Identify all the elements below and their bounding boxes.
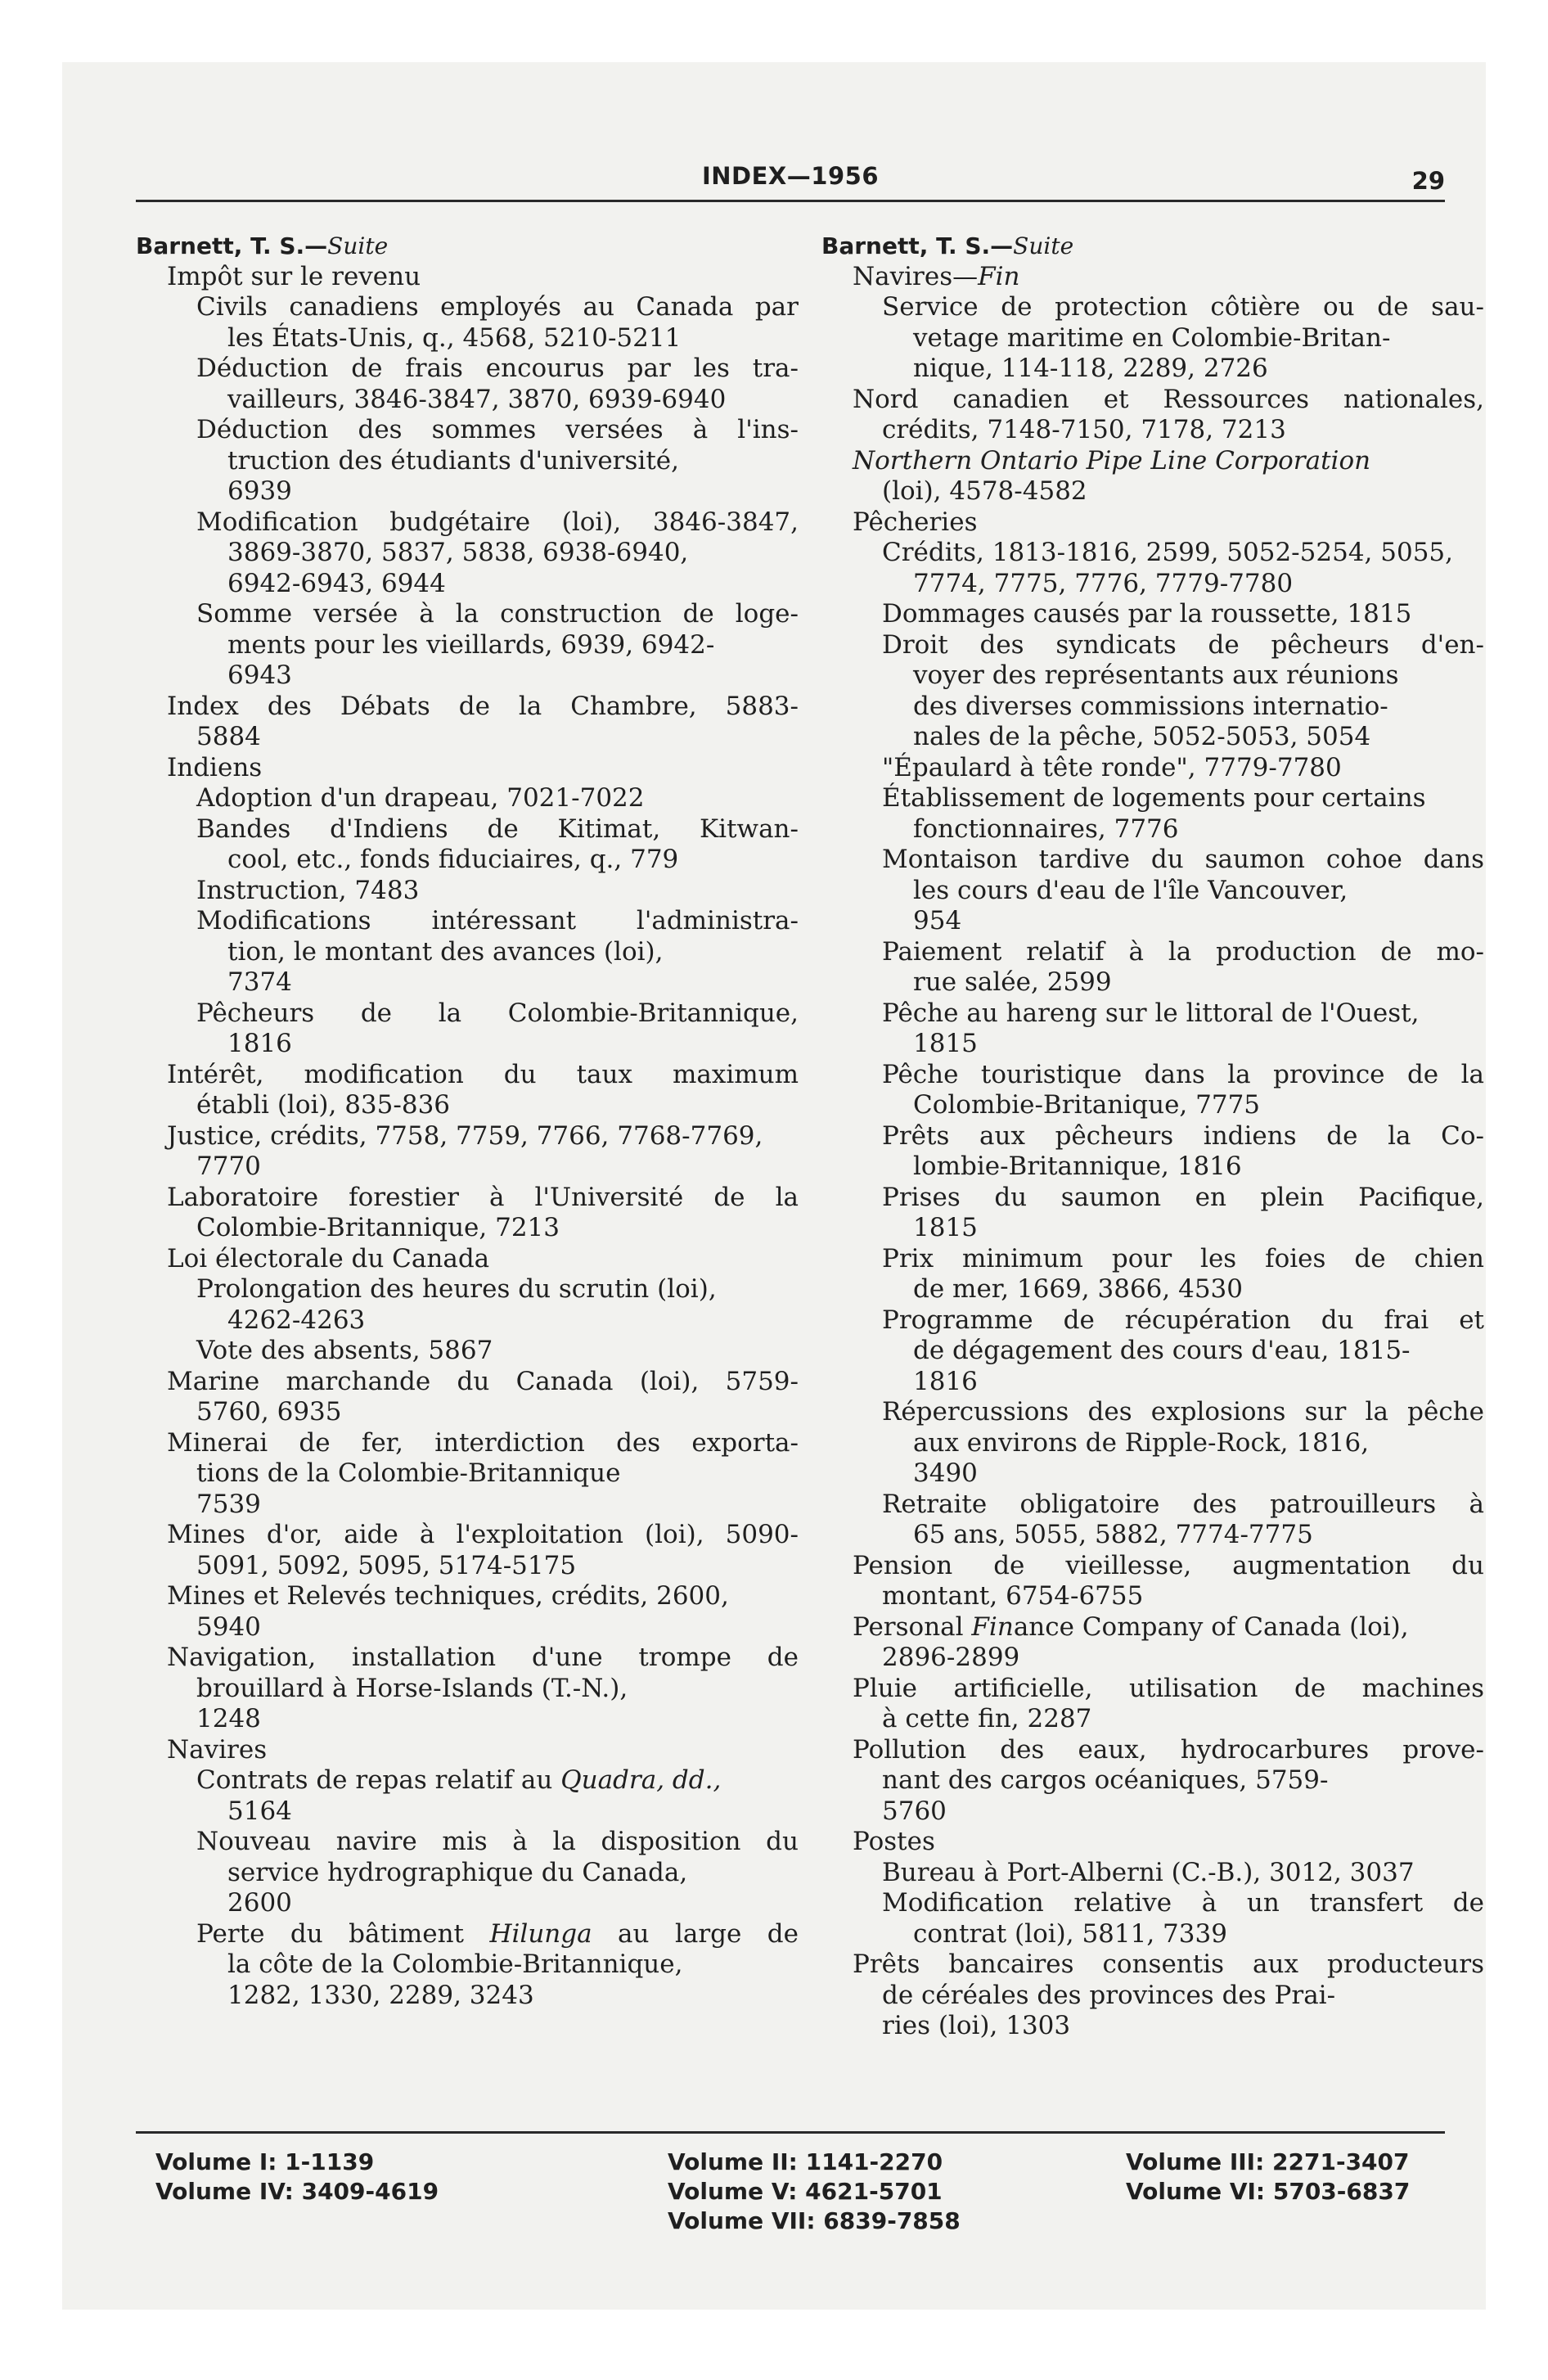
column-heading: Barnett, T. S.—Suite: [136, 232, 389, 259]
index-entry-line: Colombie-Britannique, 7213: [196, 1213, 560, 1242]
running-title: INDEX—1956: [701, 162, 879, 190]
index-entry-line: nique, 114-118, 2289, 2726: [913, 354, 1268, 383]
index-entry-line: 1816: [913, 1366, 978, 1396]
index-entry-line: 5760, 6935: [196, 1397, 342, 1427]
index-entry-line: Nord canadien et Ressources nationales,: [853, 384, 1484, 414]
index-entry-line: Droit des syndicats de pêcheurs d'en-: [882, 629, 1484, 660]
index-entry-line: Loi électorale du Canada: [167, 1243, 490, 1273]
index-page: [62, 62, 1486, 2310]
index-entry-line: 3490: [913, 1458, 978, 1488]
index-entry-line: 1815: [913, 1029, 978, 1058]
index-entry-line: Bandes d'Indiens de Kitimat, Kitwan-: [196, 814, 799, 844]
index-entry-line: Prolongation des heures du scrutin (loi),: [196, 1274, 717, 1304]
index-entry-line: Somme versée à la construction de loge-: [196, 599, 799, 629]
index-entry-line: crédits, 7148-7150, 7178, 7213: [882, 415, 1286, 444]
index-entry-line: de céréales des provinces des Prai-: [882, 1980, 1336, 2010]
volume-range: Volume I: 1-1139: [155, 2148, 375, 2175]
index-entry-line: Bureau à Port-Alberni (C.-B.), 3012, 3037: [882, 1857, 1415, 1887]
index-entry-line: à cette fin, 2287: [882, 1704, 1092, 1733]
index-entry-line: 1248: [196, 1704, 261, 1733]
index-entry-line: 6939: [227, 476, 292, 506]
footer-divider: [136, 2131, 1445, 2134]
index-entry-line: 5760: [882, 1796, 947, 1826]
index-entry-line: Paiement relatif à la production de mo-: [882, 936, 1484, 967]
index-entry-line: Navigation, installation d'une trompe de: [167, 1643, 799, 1672]
index-entry-line: tions de la Colombie-Britannique: [196, 1458, 621, 1488]
index-entry-line: 7770: [196, 1152, 261, 1181]
index-entry-line: 1815: [913, 1213, 978, 1242]
index-entry-line: fonctionnaires, 7776: [913, 814, 1179, 844]
index-entry-line: montant, 6754-6755: [882, 1581, 1144, 1611]
page-header: [136, 159, 1445, 202]
index-entry-line: 65 ans, 5055, 5882, 7774-7775: [913, 1520, 1313, 1549]
index-entry-line: Colombie-Britanique, 7775: [913, 1090, 1261, 1120]
index-entry-line: 5884: [196, 722, 261, 751]
index-entry-line: la côte de la Colombie-Britannique,: [227, 1950, 683, 1979]
index-entry-line: 7774, 7775, 7776, 7779-7780: [913, 568, 1294, 598]
index-entry-line: Intérêt, modification du taux maximum: [167, 1059, 799, 1089]
index-entry-line: Prêts aux pêcheurs indiens de la Co-: [882, 1120, 1484, 1151]
index-entry-line: établi (loi), 835-836: [196, 1090, 451, 1120]
index-entry-line: Modifications intéressant l'administra-: [196, 906, 799, 935]
volume-range: Volume III: 2271-3407: [1126, 2148, 1410, 2175]
volume-range: Volume II: 1141-2270: [668, 2148, 943, 2175]
index-entry-line: Pluie artificielle, utilisation de machines: [853, 1673, 1484, 1703]
index-entry-line: 4262-4263: [227, 1305, 366, 1335]
index-entry-line: 6942-6943, 6944: [227, 568, 446, 598]
index-entry-line: brouillard à Horse-Islands (T.-N.),: [196, 1673, 628, 1703]
index-entry-line: Adoption d'un drapeau, 7021-7022: [196, 783, 645, 813]
index-entry-line: Instruction, 7483: [196, 875, 420, 905]
index-entry-line: 6943: [227, 660, 292, 690]
index-entry-line: Modification budgétaire (loi), 3846-3847,: [196, 507, 799, 537]
index-entry-line: (loi), 4578-4582: [882, 476, 1087, 506]
index-entry-line: ments pour les vieillards, 6939, 6942-: [227, 629, 715, 660]
index-entry-line: les cours d'eau de l'île Vancouver,: [913, 875, 1348, 905]
index-entry-line: Prix minimum pour les foies de chien: [882, 1243, 1484, 1273]
index-entry-line: aux environs de Ripple-Rock, 1816,: [913, 1427, 1370, 1458]
volume-legend-col-2: [668, 2148, 961, 2236]
index-entry-line: 1282, 1330, 2289, 3243: [227, 1980, 534, 2010]
index-entry-line: Nouveau navire mis à la disposition du: [196, 1827, 799, 1856]
index-entry-line: Pêcheurs de la Colombie-Britannique,: [196, 998, 799, 1028]
index-entry-line: Pêcheries: [853, 507, 978, 537]
index-entry-line: Postes: [853, 1827, 935, 1856]
index-entry-line: 5091, 5092, 5095, 5174-5175: [196, 1550, 577, 1580]
index-entry-line: 5940: [196, 1611, 261, 1642]
index-entry-line: "Épaulard à tête ronde", 7779-7780: [882, 752, 1342, 782]
index-entry-line: Répercussions des explosions sur la pêche: [882, 1397, 1484, 1427]
index-entry-line: Marine marchande du Canada (loi), 5759-: [167, 1366, 799, 1396]
index-entry-line: Impôt sur le revenu: [167, 261, 421, 291]
volume-range: Volume V: 4621-5701: [668, 2178, 943, 2205]
index-entry-line: Indiens: [167, 752, 263, 782]
index-entry-line: 2600: [227, 1888, 292, 1918]
index-entry-line: Minerai de fer, interdiction des exporta-: [167, 1427, 799, 1458]
index-entry-line: Contrats de repas relatif au Quadra, dd.,: [196, 1765, 722, 1795]
index-entry-line: truction des étudiants d'université,: [227, 445, 679, 476]
index-entry-line: service hydrographique du Canada,: [227, 1857, 688, 1887]
index-entry-line: rue salée, 2599: [913, 967, 1112, 997]
index-entry-line: ries (loi), 1303: [882, 2011, 1071, 2040]
index-entry-line: 7539: [196, 1489, 261, 1519]
page-number: 29: [1411, 167, 1445, 195]
index-entry-line: 7374: [227, 967, 292, 997]
index-entry-line: Déduction de frais encourus par les tra-: [196, 354, 799, 383]
index-entry-line: Dommages causés par la roussette, 1815: [882, 599, 1412, 629]
index-entry-line: Mines et Relevés techniques, crédits, 2600,: [167, 1581, 729, 1611]
volume-range: Volume IV: 3409-4619: [155, 2178, 439, 2205]
volume-range: Volume VII: 6839-7858: [668, 2207, 961, 2234]
index-entry-line: Retraite obligatoire des patrouilleurs à: [882, 1489, 1484, 1519]
index-entry-line: Établissement de logements pour certains: [882, 783, 1426, 813]
index-entry-line: Pollution des eaux, hydrocarbures prove-: [853, 1734, 1484, 1765]
index-entry-line: Prises du saumon en plein Pacifique,: [882, 1182, 1484, 1212]
index-entry-line: Laboratoire forestier à l'Université de la: [167, 1182, 799, 1212]
index-entry-line: nant des cargos océaniques, 5759-: [882, 1765, 1329, 1795]
index-entry-line: Personal Finance Company of Canada (loi),: [853, 1611, 1409, 1642]
index-entry-line: Perte du bâtiment Hilunga au large de: [196, 1918, 799, 1949]
index-entry-line: vailleurs, 3846-3847, 3870, 6939-6940: [227, 384, 727, 414]
index-entry-line: Vote des absents, 5867: [196, 1336, 493, 1365]
volume-legend-col-1: [155, 2148, 439, 2206]
index-entry-line: tion, le montant des avances (loi),: [227, 936, 664, 967]
index-entry-line: Pêche au hareng sur le littoral de l'Ouest,: [882, 998, 1420, 1028]
right-column: [821, 231, 1484, 2042]
index-entry-line: 5164: [227, 1796, 292, 1826]
index-entry-line: contrat (loi), 5811, 7339: [913, 1918, 1227, 1949]
index-entry-line: Navires—Fin: [853, 261, 1020, 291]
index-entry-line: les États-Unis, q., 4568, 5210-5211: [227, 322, 682, 353]
index-entry-line: de mer, 1669, 3866, 4530: [913, 1274, 1243, 1304]
index-entry-line: voyer des représentants aux réunions: [913, 660, 1399, 690]
index-entry-line: Civils canadiens employés au Canada par: [196, 292, 799, 322]
index-entry-line: 1816: [227, 1029, 292, 1058]
index-entry-line: Montaison tardive du saumon cohoe dans: [882, 845, 1484, 874]
index-entry-line: Navires: [167, 1734, 268, 1765]
index-entry-line: Modification relative à un transfert de: [882, 1888, 1484, 1918]
index-entry-line: Pêche touristique dans la province de la: [882, 1059, 1484, 1089]
index-entry-line: 2896-2899: [882, 1643, 1020, 1672]
index-entry-line: vetage maritime en Colombie-Britan-: [913, 322, 1391, 353]
index-entry-line: cool, etc., fonds fiduciaires, q., 779: [227, 845, 679, 874]
volume-range: Volume VI: 5703-6837: [1126, 2178, 1411, 2205]
index-entry-line: Crédits, 1813-1816, 2599, 5052-5254, 5055,: [882, 538, 1453, 567]
index-entry-line: Pension de vieillesse, augmentation du: [853, 1550, 1484, 1580]
index-entry-line: Index des Débats de la Chambre, 5883-: [167, 691, 799, 721]
index-entry-line: Northern Ontario Pipe Line Corporation: [853, 445, 1371, 476]
index-entry-line: 954: [913, 906, 962, 935]
index-entry-line: Justice, crédits, 7758, 7759, 7766, 7768-7769,: [167, 1120, 763, 1151]
index-entry-line: Service de protection côtière ou de sau-: [882, 292, 1484, 322]
volume-legend-col-3: [1126, 2148, 1410, 2206]
left-column: [136, 231, 799, 2011]
index-entry-line: Déduction des sommes versées à l'ins-: [196, 415, 799, 444]
index-entry-line: Programme de récupération du frai et: [882, 1305, 1484, 1335]
index-entry-line: de dégagement des cours d'eau, 1815-: [913, 1336, 1411, 1365]
index-entry-line: lombie-Britannique, 1816: [913, 1152, 1242, 1181]
index-entry-line: Prêts bancaires consentis aux producteurs: [853, 1950, 1484, 1979]
index-entry-line: des diverses commissions internatio-: [913, 691, 1388, 721]
index-entry-line: Mines d'or, aide à l'exploitation (loi), 5090-: [167, 1520, 799, 1549]
index-entry-line: nales de la pêche, 5052-5053, 5054: [913, 722, 1371, 751]
volume-legend: [136, 2148, 1445, 2234]
column-heading: Barnett, T. S.—Suite: [821, 232, 1074, 259]
index-entry-line: 3869-3870, 5837, 5838, 6938-6940,: [227, 538, 689, 567]
